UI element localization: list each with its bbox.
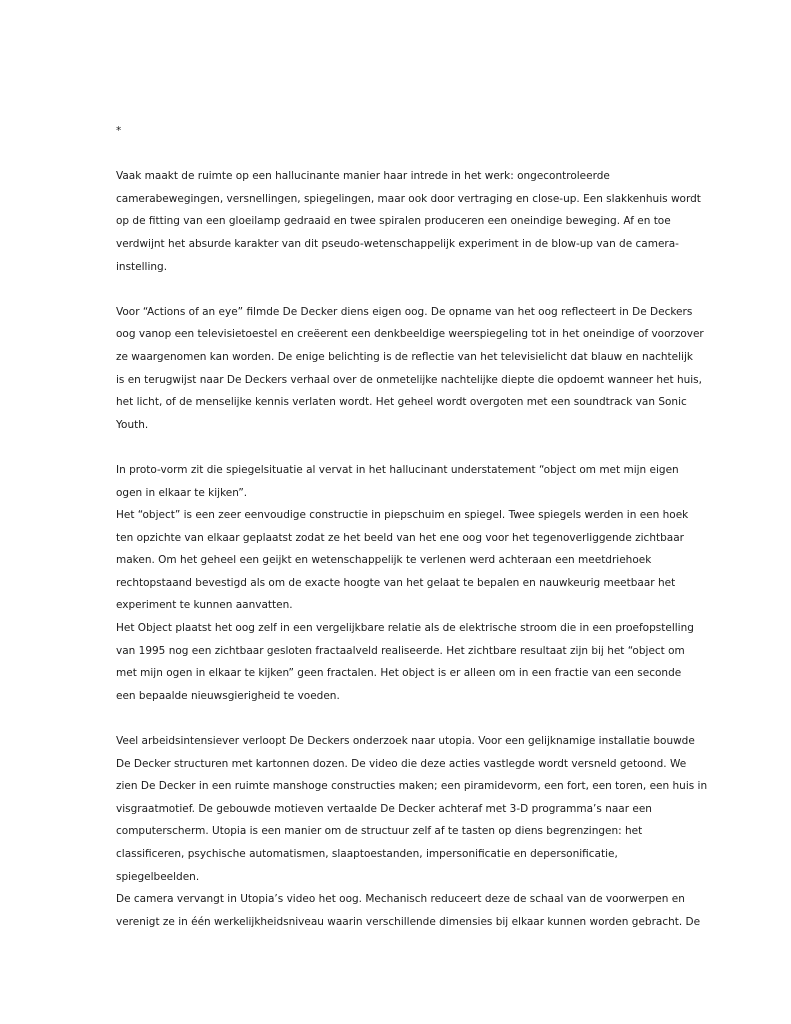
asterisk-marker: *	[116, 125, 122, 137]
text-line: rechtopstaand bevestigd als om de exacte hoogte van het gelaat te bepalen en nauwkeurig meetbaar het	[116, 576, 676, 589]
text-line: verenigt ze in één werkelijkheidsniveau waarin verschillende dimensies bij elkaar kunnen worden gebracht. De	[116, 915, 701, 928]
text-line: Youth.	[116, 418, 149, 431]
document-page	[116, 120, 708, 933]
spacer	[116, 143, 676, 166]
text-line: Het “object” is een zeer eenvoudige constructie in piepschuim en spiegel. Twee spiegels werden in een hoek	[116, 509, 689, 522]
paragraph-hallucinant-space	[116, 165, 701, 278]
text-line: ogen in elkaar te kijken”.	[116, 486, 248, 499]
text-line: met mijn ogen in elkaar te kijken” geen fractalen. Het object is er alleen om in een fractie van een seconde	[116, 667, 682, 680]
text-line: De camera vervangt in Utopia’s video het oog. Mechanisch reduceert deze de schaal van de voorwerpen en	[116, 893, 685, 906]
text-line: camerabewegingen, versnellingen, spiegelingen, maar ook door vertraging en close-up. Een slakkenhuis wordt	[116, 192, 701, 205]
text-line: computerscherm. Utopia is een manier om de structuur zelf af te tasten op diens begrenzingen: het	[116, 825, 643, 838]
text-line: Vaak maakt de ruimte op een hallucinante manier haar intrede in het werk: ongecontroleerde	[116, 170, 610, 183]
text-line: spiegelbeelden.	[116, 870, 200, 883]
paragraph-utopia	[116, 730, 708, 933]
text-line: Het Object plaatst het oog zelf in een vergelijkbare relatie als de elektrische stroom die in een proefopstelling	[116, 622, 694, 635]
text-line: ten opzichte van elkaar geplaatst zodat ze het beeld van het ene oog voor het tegenoverliggende zichtbaar	[116, 531, 684, 544]
text-line: Voor “Actions of an eye” filmde De Decker diens eigen oog. De opname van het oog reflecteert in De Deckers	[116, 305, 693, 318]
text-line: maken. Om het geheel een geijkt en wetenschappelijk te verlenen werd achteraan een meetdriehoek	[116, 554, 652, 567]
text-line: een bepaalde nieuwsgierigheid te voeden.	[116, 689, 340, 702]
text-line: Veel arbeidsintensiever verloopt De Deckers onderzoek naar utopia. Voor een gelijknamige installatie bouwde	[116, 735, 695, 748]
text-line: instelling.	[116, 260, 168, 273]
text-line: oog vanop een televisietoestel en creëerent een denkbeeldige weerspiegeling tot in het oneindige of voorzover	[116, 328, 704, 341]
text-line: het licht, of de menselijke kennis verlaten wordt. Het geheel wordt overgoten met een soundtrack van Sonic	[116, 396, 687, 409]
text-line: In proto-vorm zit die spiegelsituatie al vervat in het hallucinant understatement “object om met mijn eigen	[116, 463, 679, 476]
paragraph-actions-of-an-eye	[116, 301, 704, 437]
text-line: verdwijnt het absurde karakter van dit pseudo-wetenschappelijk experiment in de blow-up van de camera-	[116, 237, 679, 250]
text-line: ze waargenomen kan worden. De enige belichting is de reflectie van het televisielicht dat blauw en nachtelijk	[116, 350, 693, 363]
text-line: zien De Decker in een ruimte manshoge constructies maken; een piramidevorm, een fort, een toren, een huis in	[116, 780, 708, 793]
text-line: op de fitting van een gloeilamp gedraaid en twee spiralen produceren een oneindige beweging. Af en toe	[116, 215, 671, 228]
text-line: visgraatmotief. De gebouwde motieven vertaalde De Decker achteraf met 3-D programma’s naar een	[116, 802, 652, 815]
text-line: van 1995 nog een zichtbaar gesloten fractaalveld realiseerde. Het zichtbare resultaat zijn bij het “object om	[116, 644, 685, 657]
paragraph-object	[116, 459, 694, 708]
text-line: experiment te kunnen aanvatten.	[116, 599, 293, 612]
text-line: classificeren, psychische automatismen, slaaptoestanden, impersonificatie en depersonificatie,	[116, 848, 618, 860]
text-line: De Decker structuren met kartonnen dozen. De video die deze acties vastlegde wordt versneld getoond. We	[116, 757, 687, 770]
text-line: is en terugwijst naar De Deckers verhaal over de onmetelijke nachtelijke diepte die opdoemt wanneer het huis,	[116, 373, 702, 386]
